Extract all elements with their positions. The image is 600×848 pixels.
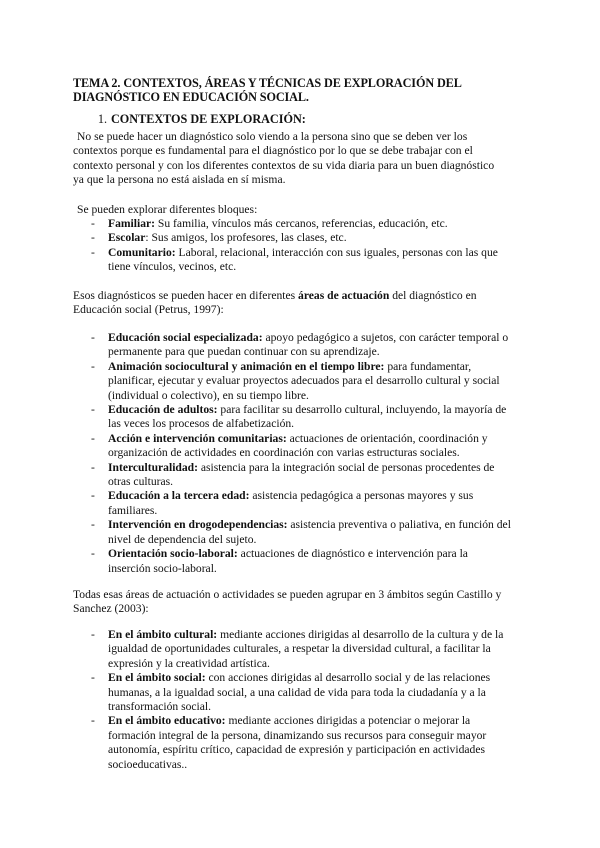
list-item-term: Interculturalidad:	[108, 460, 198, 474]
dash-bullet: -	[91, 714, 95, 728]
intro-paragraph: No se puede hacer un diagnóstico solo viendo a la persona sino que se deben ver los contextos porque es fundamental para el diagnóstico por lo que se debe trabajar con el contexto personal y con los diferentes contextos de su vida diaria para un buen diagnóstico ya que la persona no está aislada en sí misma.	[73, 130, 495, 187]
list-item-term: Educación social especializada:	[108, 331, 263, 344]
list-item-text: para facilitar su desarrollo cultural, incluyendo, la mayoría de las veces los procesos de alfabetización.	[108, 403, 507, 431]
list-item-term: Intervención en drogodependencias:	[108, 518, 288, 532]
list-item-term: Escolar	[108, 231, 146, 245]
list-item	[73, 217, 513, 231]
list-item-text: con acciones dirigidas al desarrollo social y de las relaciones humanas, a la igualdad social, a una calidad de vida para toda la ciudadanía y a la transformación social.	[108, 671, 491, 714]
dash-bullet: -	[91, 231, 95, 245]
list-item-text: asistencia para la integración social de personas procedentes de otras culturas.	[108, 460, 495, 489]
dash-bullet: -	[91, 489, 95, 503]
blocks-list	[73, 217, 513, 275]
ambitos-intro: Todas esas áreas de actuación o actividades se pueden agrupar en 3 ámbitos según Castillo y Sanchez (2003):	[73, 588, 502, 616]
list-item-text: asistencia pedagógica a personas mayores y sus familiares.	[108, 489, 474, 517]
list-item	[73, 518, 513, 547]
list-item-term: En el ámbito cultural:	[108, 628, 218, 641]
areas-list	[73, 331, 513, 576]
list-item	[73, 246, 513, 275]
section-heading	[73, 112, 306, 126]
dash-bullet: -	[91, 217, 95, 230]
list-item	[73, 714, 513, 772]
list-item-term: Educación a la tercera edad:	[108, 489, 250, 503]
dash-bullet: -	[91, 671, 95, 685]
list-item	[73, 360, 513, 403]
list-item	[73, 403, 513, 432]
list-item-term: Acción e intervención comunitarias:	[108, 431, 287, 445]
list-item	[73, 331, 513, 360]
list-item-text: mediante acciones dirigidas al desarrollo de la cultura y de la igualdad de oportunidades culturales, a respetar la diversidad cultural, a facilitar la expresión y la creatividad artística.	[108, 628, 504, 670]
list-item-term: En el ámbito educativo:	[108, 714, 226, 728]
list-item-text: Laboral, relacional, interacción con sus iguales, personas con las que tiene vínculos, vecinos, etc.	[108, 245, 498, 274]
list-item-term: Comunitario:	[108, 245, 176, 259]
dash-bullet: -	[91, 518, 95, 532]
list-item-text: : Sus amigos, los profesores, las clases, etc.	[145, 231, 347, 245]
dash-bullet: -	[91, 403, 95, 417]
list-item-term: Orientación socio-laboral:	[108, 547, 238, 561]
list-item	[73, 671, 513, 714]
document-title: TEMA 2. CONTEXTOS, ÁREAS Y TÉCNICAS DE EXPLORACIÓN DEL DIAGNÓSTICO EN EDUCACIÓN SOCIAL.	[73, 76, 462, 104]
ambitos-list	[73, 628, 513, 772]
list-item-term: Animación sociocultural y animación en el tiempo libre:	[108, 359, 385, 373]
dash-bullet: -	[91, 628, 95, 641]
list-item	[73, 547, 513, 576]
section-label: CONTEXTOS DE EXPLORACIÓN:	[111, 112, 306, 126]
dash-bullet: -	[91, 331, 95, 344]
areas-intro	[73, 289, 505, 318]
areas-intro-bold: áreas de actuación	[298, 289, 390, 302]
areas-intro-pre: Esos diagnósticos se pueden hacer en diferentes	[73, 289, 299, 302]
list-item	[73, 231, 513, 245]
list-item-text: actuaciones de diagnóstico e intervención para la inserción socio-laboral.	[108, 547, 468, 575]
section-number: 1.	[97, 112, 107, 126]
list-item	[73, 461, 513, 490]
list-item-text: mediante acciones dirigidas a potenciar o mejorar la formación integral de la persona, dinamizando sus recursos para conseguir mayor autonomía, espíritu crítico, capacidad de expresión y participación en actividades socioeducativas..	[108, 714, 487, 771]
list-item-text: Su familia, vínculos más cercanos, referencias, educación, etc.	[155, 217, 448, 230]
dash-bullet: -	[91, 460, 95, 474]
list-item-term: Familiar:	[108, 217, 156, 230]
list-item-term: Educación de adultos:	[108, 403, 218, 417]
dash-bullet: -	[91, 431, 95, 445]
dash-bullet: -	[91, 547, 95, 561]
areas-intro-post: del diagnóstico en Educación social (Petrus, 1997):	[73, 289, 477, 317]
list-item-text: para fundamentar, planificar, ejecutar y evaluar proyectos adecuados para el desarrollo cultural y social (individual o colectivo), en su tiempo libre.	[108, 359, 500, 402]
blocks-intro: Se pueden explorar diferentes bloques:	[77, 203, 258, 216]
list-item	[73, 628, 513, 671]
dash-bullet: -	[91, 245, 95, 259]
list-item-text: apoyo pedagógico a sujetos, con carácter temporal o permanente para que puedan continuar con su aprendizaje.	[108, 331, 509, 359]
list-item-term: En el ámbito social:	[108, 671, 206, 685]
list-item	[73, 432, 513, 461]
list-item-text: asistencia preventiva o paliativa, en función del nivel de dependencia del sujeto.	[108, 518, 511, 546]
list-item	[73, 489, 513, 518]
list-item-text: actuaciones de orientación, coordinación y organización de actividades en coordinación con varias estructuras sociales.	[108, 431, 488, 460]
dash-bullet: -	[91, 359, 95, 373]
